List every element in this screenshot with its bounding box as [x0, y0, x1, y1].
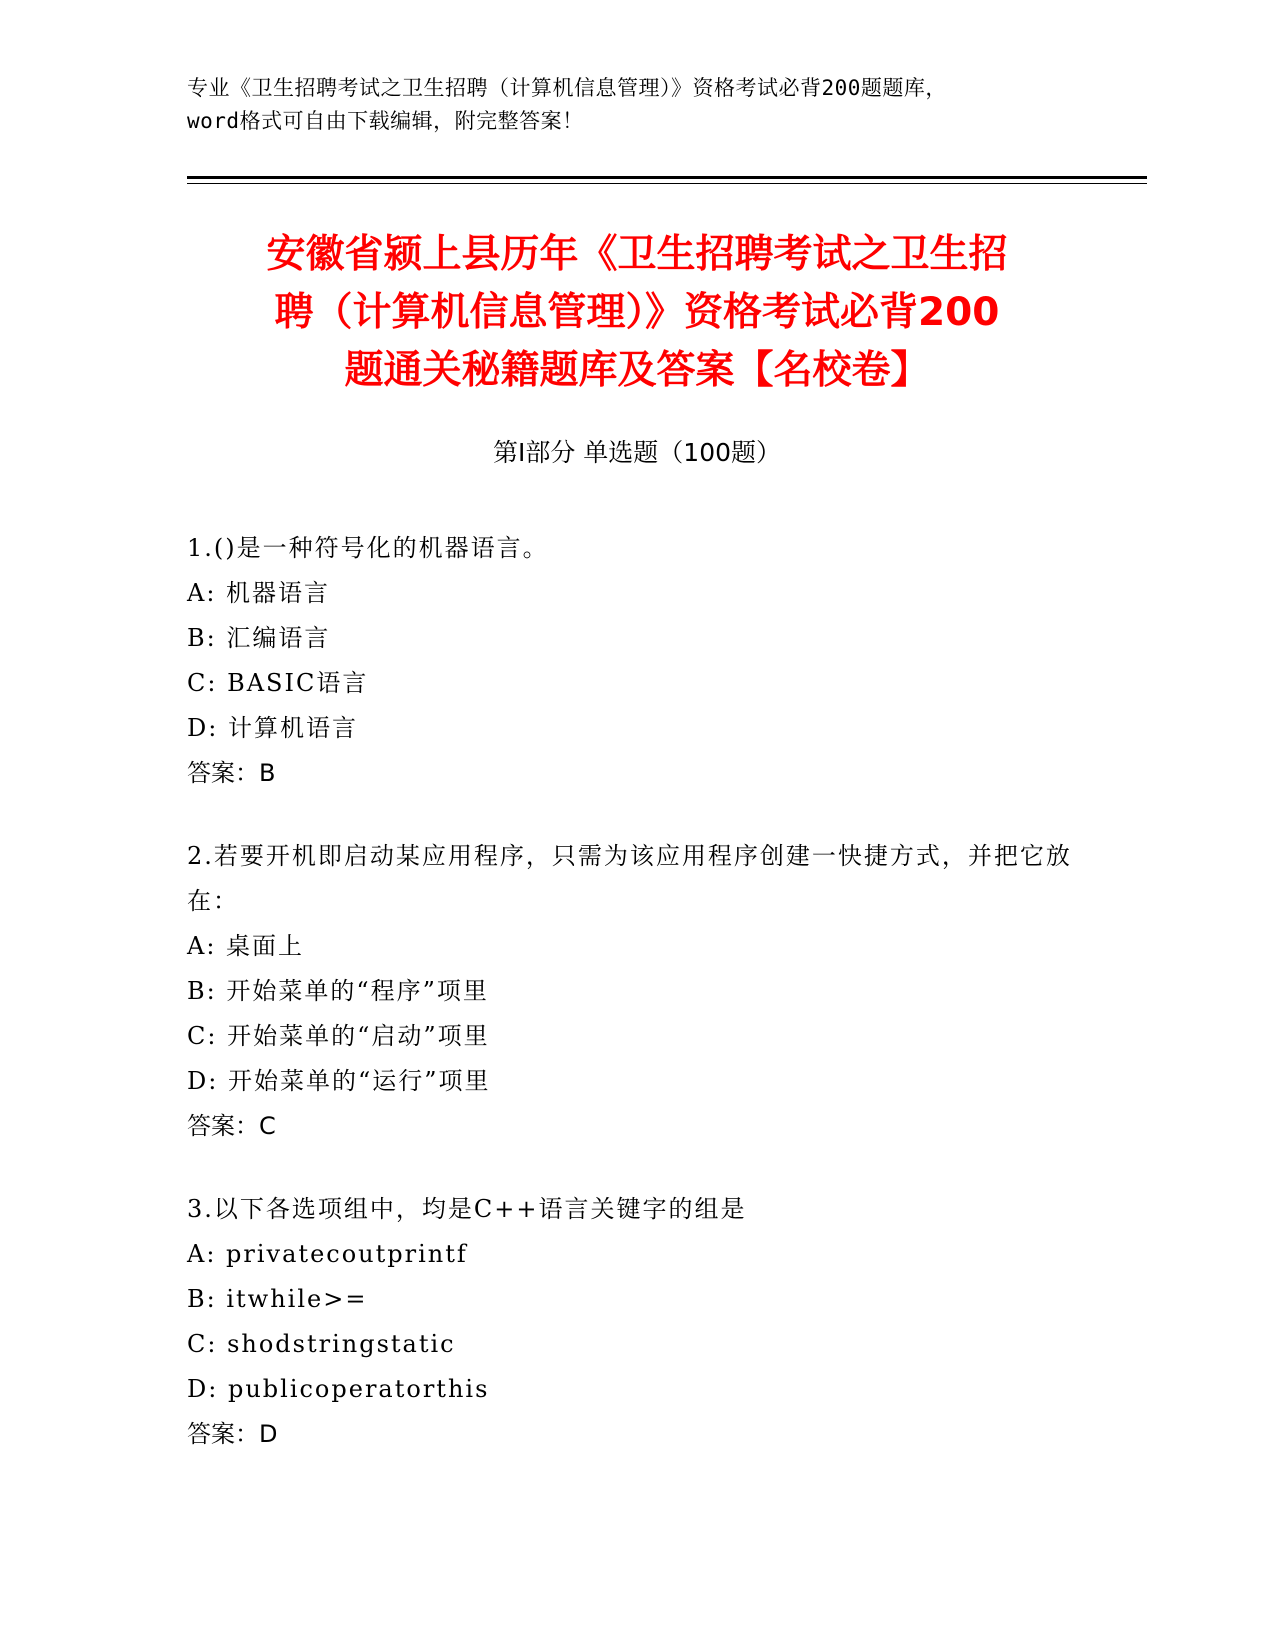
option-a: A: privatecoutprintf — [187, 1240, 468, 1268]
question-stem: 2.若要开机即启动某应用程序，只需为该应用程序创建一快捷方式，并把它放在： — [187, 842, 1072, 915]
question-stem: 3.以下各选项组中，均是C++语言关键字的组是 — [187, 1195, 747, 1223]
document-title-line-1: 安徽省颍上县历年《卫生招聘考试之卫生招 — [266, 232, 1008, 277]
question-3 — [187, 1187, 1087, 1457]
header-rule-thick — [187, 176, 1147, 179]
document-title — [187, 226, 1087, 400]
option-b: B: 开始菜单的“程序”项里 — [187, 977, 489, 1005]
question-2 — [187, 834, 1087, 1149]
question-list — [187, 526, 1087, 1495]
option-c: C: shodstringstatic — [187, 1330, 456, 1358]
option-b: B: 汇编语言 — [187, 624, 331, 652]
header-note-line-1: 专业《卫生招聘考试之卫生招聘（计算机信息管理）》资格考试必背200题题库， — [187, 76, 947, 100]
document-title-line-3: 题通关秘籍题库及答案【名校卷】 — [344, 348, 930, 393]
option-d: D: 计算机语言 — [187, 714, 358, 742]
option-b: B: itwhile>= — [187, 1285, 368, 1313]
question-stem: 1.()是一种符号化的机器语言。 — [187, 534, 549, 562]
option-d: D: 开始菜单的“运行”项里 — [187, 1067, 491, 1095]
option-c: C: 开始菜单的“启动”项里 — [187, 1022, 490, 1050]
document-title-line-2: 聘（计算机信息管理）》资格考试必背200 — [274, 290, 1000, 335]
header-note — [187, 72, 1087, 138]
option-c: C: BASIC语言 — [187, 669, 369, 697]
header-note-line-2: word格式可自由下载编辑，附完整答案！ — [187, 109, 584, 133]
option-a: A: 机器语言 — [187, 579, 331, 607]
answer: 答案：C — [187, 1112, 276, 1140]
header-rule-thin — [187, 183, 1147, 184]
answer: 答案：D — [187, 1420, 278, 1448]
option-a: A: 桌面上 — [187, 932, 305, 960]
option-d: D: publicoperatorthis — [187, 1375, 490, 1403]
answer: 答案：B — [187, 759, 276, 787]
section-title: 第Ⅰ部分 单选题（100题） — [492, 438, 782, 467]
question-1 — [187, 526, 1087, 796]
